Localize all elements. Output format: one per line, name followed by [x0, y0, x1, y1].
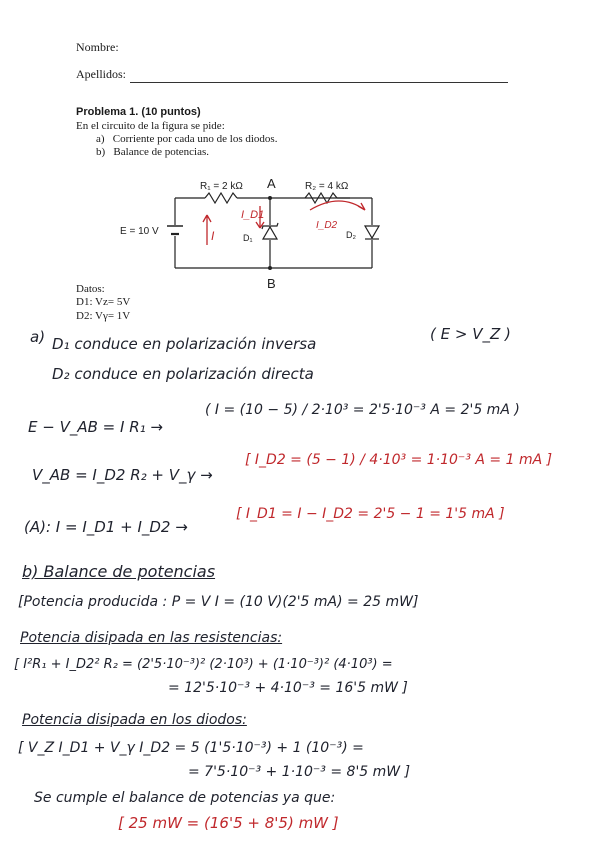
solution-part-a: a) — [30, 328, 46, 346]
solution-line-4-left: V_AB = I_D2 R₂ + V_γ → — [32, 466, 213, 484]
solution-line-13: Se cumple el balance de potencias ya que: — [34, 790, 336, 806]
current-id2-label: I_D2 — [316, 220, 338, 231]
d1-label: D₁ — [243, 233, 253, 243]
node-b-label: B — [267, 276, 276, 290]
zener-diode-icon — [262, 223, 278, 239]
resistor-r1 — [205, 193, 237, 203]
item-text: Balance de potencias. — [113, 146, 210, 158]
datos-title: Datos: — [76, 283, 105, 295]
item-text: Corriente por cada uno de los diodos. — [112, 133, 278, 145]
item-marker: b) — [96, 146, 106, 158]
solution-line-3-right: ( I = (10 − 5) / 2·10³ = 2'5·10⁻³ A = 2'5 mA ) — [205, 402, 520, 418]
node-a-dot — [268, 196, 272, 200]
apellidos-underline — [130, 82, 508, 83]
node-a-label: A — [267, 176, 276, 191]
apellidos-label: Apellidos: — [76, 67, 126, 81]
nombre-label: Nombre: — [76, 40, 119, 54]
solution-line-1-note: ( E > V_Z ) — [430, 325, 511, 343]
item-marker: a) — [96, 133, 105, 145]
solution-line-6: [Potencia producida : P = V I = (10 V)(2'5 mA) = 25 mW] — [18, 594, 419, 610]
solution-line-4-right: [ I_D2 = (5 − 1) / 4·10³ = 1·10⁻³ A = 1 mA ] — [245, 452, 553, 468]
node-b-dot — [268, 266, 272, 270]
solution-line-1: D₁ conduce en polarización inversa — [52, 335, 317, 353]
current-arrows — [203, 201, 365, 245]
solution-line-3-left: E − V_AB = I R₁ → — [28, 418, 163, 436]
problem-title: Problema 1. (10 puntos) — [76, 106, 201, 118]
solution-line-5-right: [ I_D1 = I − I_D2 = 2'5 − 1 = 1'5 mA ] — [236, 506, 505, 522]
solution-line-14: [ 25 mW = (16'5 + 8'5) mW ] — [118, 814, 339, 832]
r2-label: R₂ = 4 kΩ — [305, 181, 349, 192]
solution-line-11: [ V_Z I_D1 + V_γ I_D2 = 5 (1'5·10⁻³) + 1 (10⁻³) = — [18, 740, 364, 756]
diode-icon — [365, 226, 379, 239]
solution-line-12: = 7'5·10⁻³ + 1·10⁻³ = 8'5 mW ] — [188, 764, 411, 780]
problem-item-a — [96, 133, 277, 145]
problem-intro: En el circuito de la figura se pide: — [76, 120, 225, 132]
d2-label: D₂ — [346, 230, 356, 240]
problem-item-b — [96, 146, 209, 158]
solution-line-5-left: (A): I = I_D1 + I_D2 → — [24, 518, 188, 536]
source-label: E = 10 V — [120, 226, 159, 237]
datos-d2: D2: Vγ= 1V — [76, 310, 131, 322]
solution-part-b: b) Balance de potencias — [22, 562, 216, 581]
current-i-label: I — [211, 229, 215, 243]
solution-line-8: [ I²R₁ + I_D2² R₂ = (2'5·10⁻³)² (2·10³) + (1·10⁻³)² (4·10³) = — [14, 657, 393, 672]
solution-line-10: Potencia disipada en los diodos: — [22, 712, 247, 728]
solution-line-2: D₂ conduce en polarización directa — [52, 365, 314, 383]
solution-line-7: Potencia disipada en las resistencias: — [20, 630, 283, 646]
solution-line-9: = 12'5·10⁻³ + 4·10⁻³ = 16'5 mW ] — [168, 680, 408, 696]
r1-label: R₁ = 2 kΩ — [200, 181, 243, 192]
current-id1-label: I_D1 — [241, 209, 265, 221]
datos-d1: D1: Vz= 5V — [76, 296, 131, 308]
circuit-diagram — [110, 170, 400, 290]
